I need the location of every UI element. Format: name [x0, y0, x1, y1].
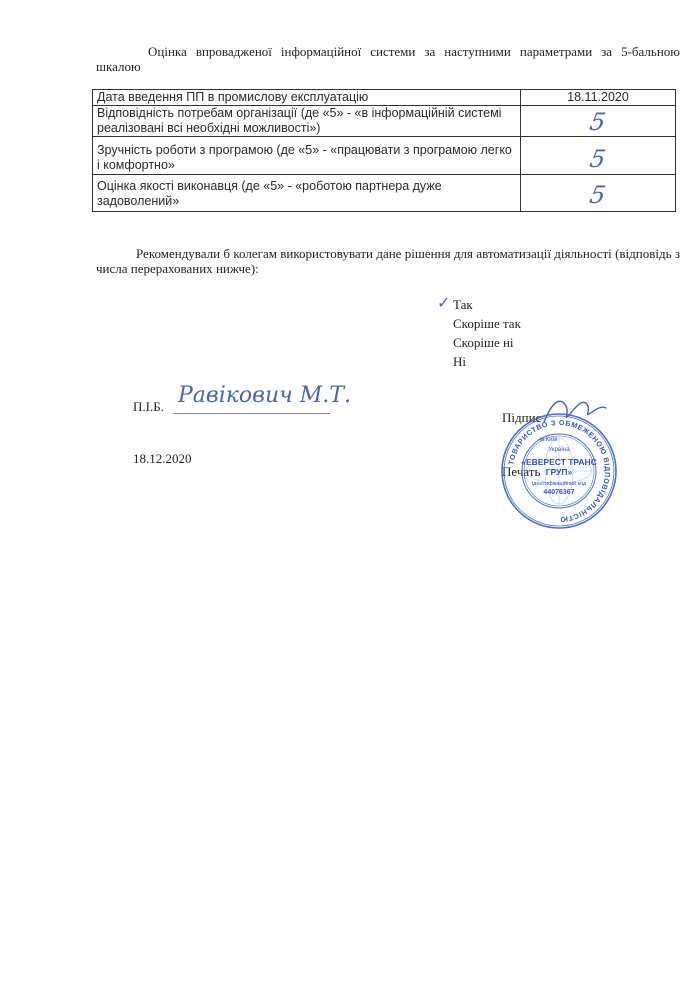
pib-signature-line: [173, 413, 330, 414]
stamp-city: м.Київ: [540, 437, 558, 443]
option-yes: ✓ Так: [437, 295, 473, 312]
stamp-name-line1: «ЕВЕРЕСТ ТРАНС: [521, 457, 597, 467]
stamp-label: Печать: [502, 464, 541, 479]
row-value: 18.11.2020: [521, 90, 676, 106]
stamp-code: 44076367: [543, 489, 575, 496]
document-date: 18.12.2020: [133, 451, 192, 466]
table-row: [93, 90, 676, 106]
stamp-country: Україна: [548, 447, 570, 453]
stamp-name-line2: ГРУП»: [545, 467, 573, 477]
table-row: [93, 175, 676, 212]
pib-handwritten-name: Равікович М.Т.: [178, 383, 351, 408]
row-label: Відповідність потребам організації (де «5» - «в інформаційній системі реалізовані всі необхідні можливості»): [93, 106, 521, 137]
option-rather-yes: Скоріше так: [453, 316, 521, 331]
handwritten-score: 5: [587, 145, 609, 173]
answer-options: [437, 295, 521, 371]
recommend-paragraph: [96, 246, 680, 276]
recommend-text: Рекомендували б колегам використовувати дане рішення для автоматизації діяльності (відповідь з числа перерахованих нижче):: [96, 246, 680, 276]
stamp-code-label: Ідентифікаційний код: [531, 481, 587, 487]
handwritten-score: 5: [587, 181, 609, 209]
handwritten-score: 5: [587, 108, 609, 136]
evaluation-table: [92, 89, 676, 212]
signature-label: Підпис: [502, 410, 542, 425]
check-mark-icon: ✓: [437, 295, 451, 312]
table-row: [93, 137, 676, 175]
intro-text: Оцінка впровадженої інформаційної системи за наступними параметрами за 5-бальною шкалою: [96, 44, 680, 74]
option-no: Ні: [453, 354, 466, 369]
row-label: Оцінка якості виконавця (де «5» - «роботою партнера дуже задоволений»: [93, 175, 521, 212]
row-label: Дата введення ПП в промислову експлуатацію: [93, 90, 521, 106]
intro-paragraph: [96, 44, 680, 74]
option-rather-no: Скоріше ні: [453, 335, 514, 350]
stamp-ring-text: ТОВАРИСТВО З ОБМЕЖЕНОЮ ВІДПОВІДАЛЬНІСТЮ: [506, 417, 613, 525]
table-row: [93, 106, 676, 137]
row-label: Зручність роботи з програмою (де «5» - «працювати з програмою легко і комфортно»: [93, 137, 521, 175]
pib-label: П.І.Б.: [133, 399, 164, 414]
signature-scribble: [540, 392, 610, 432]
